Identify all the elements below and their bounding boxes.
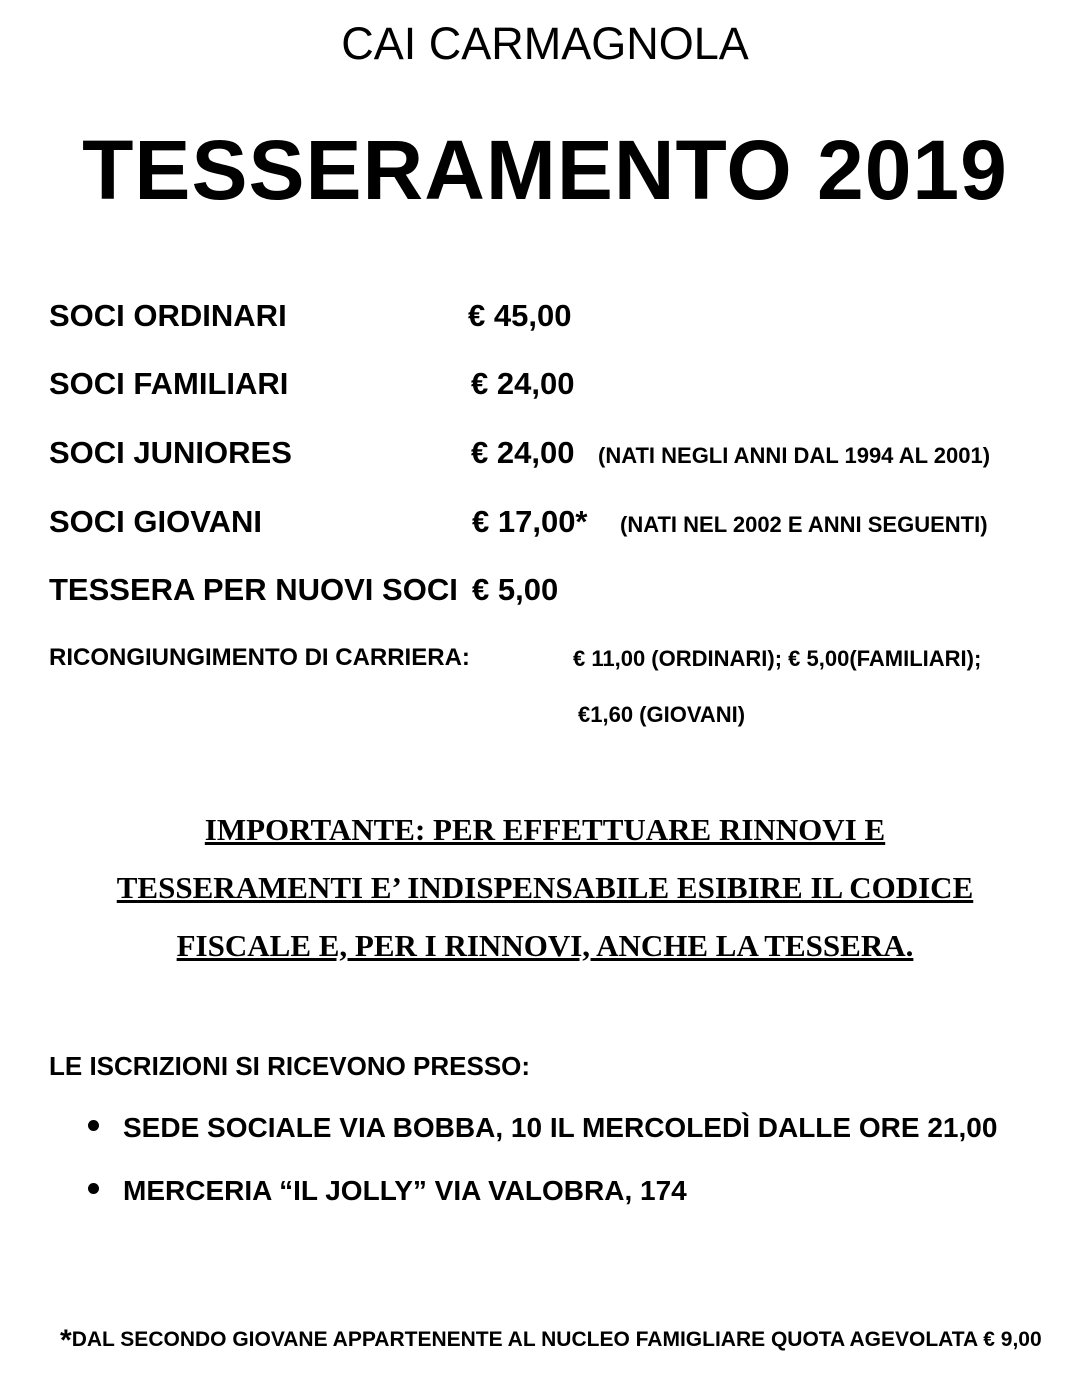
site-item-sede [88,1112,997,1144]
bullet-icon [88,1183,99,1194]
fee-price-nuovi-soci: € 5,00 [472,572,559,607]
site-item-merceria [88,1175,687,1207]
fee-label-nuovi-soci: TESSERA PER NUOVI SOCI [49,572,458,607]
fee-price-familiari: € 24,00 [471,366,575,401]
footnote-marker: * [60,1324,72,1357]
fee-price-ordinari: € 45,00 [468,298,572,333]
fee-price-giovani: € 17,00* [472,504,588,539]
fee-note-giovani: (NATI NEL 2002 E ANNI SEGUENTI) [620,512,988,537]
organization-name: CAI CARMAGNOLA [341,18,749,69]
notice-line-1: IMPORTANTE: PER EFFETTUARE RINNOVI E [204,812,886,847]
bullet-icon [88,1120,99,1131]
notice-line-3: FISCALE E, PER I RINNOVI, ANCHE LA TESSERA. [176,928,914,963]
site-item-text: MERCERIA “IL JOLLY” VIA VALOBRA, 174 [123,1175,687,1206]
fee-note-juniores: (NATI NEGLI ANNI DAL 1994 AL 2001) [598,443,991,468]
fee-price-juniores: € 24,00 [471,435,575,470]
fee-label-giovani: SOCI GIOVANI [49,504,263,539]
footnote [60,1320,1042,1357]
site-item-text: SEDE SOCIALE VIA BOBBA, 10 IL MERCOLEDÌ DALLE ORE 21,00 [123,1112,998,1143]
page-title: TESSERAMENTO 2019 [82,123,1008,217]
fee-label-familiari: SOCI FAMILIARI [49,366,289,401]
notice-line-2: TESSERAMENTI E’ INDISPENSABILE ESIBIRE IL CODICE [116,870,974,905]
fee-label-juniores: SOCI JUNIORES [49,435,292,470]
footnote-text: DAL SECONDO GIOVANE APPARTENENTE AL NUCLEO FAMIGLIARE QUOTA AGEVOLATA € 9,00 [71,1328,1042,1351]
fee-label-ordinari: SOCI ORDINARI [49,298,287,333]
career-label: RICONGIUNGIMENTO DI CARRIERA: [49,644,470,671]
career-prices-line2: €1,60 (GIOVANI) [578,702,746,727]
career-prices-line1: € 11,00 (ORDINARI); € 5,00(FAMILIARI); [573,646,982,671]
sites-title: LE ISCRIZIONI SI RICEVONO PRESSO: [49,1051,531,1081]
